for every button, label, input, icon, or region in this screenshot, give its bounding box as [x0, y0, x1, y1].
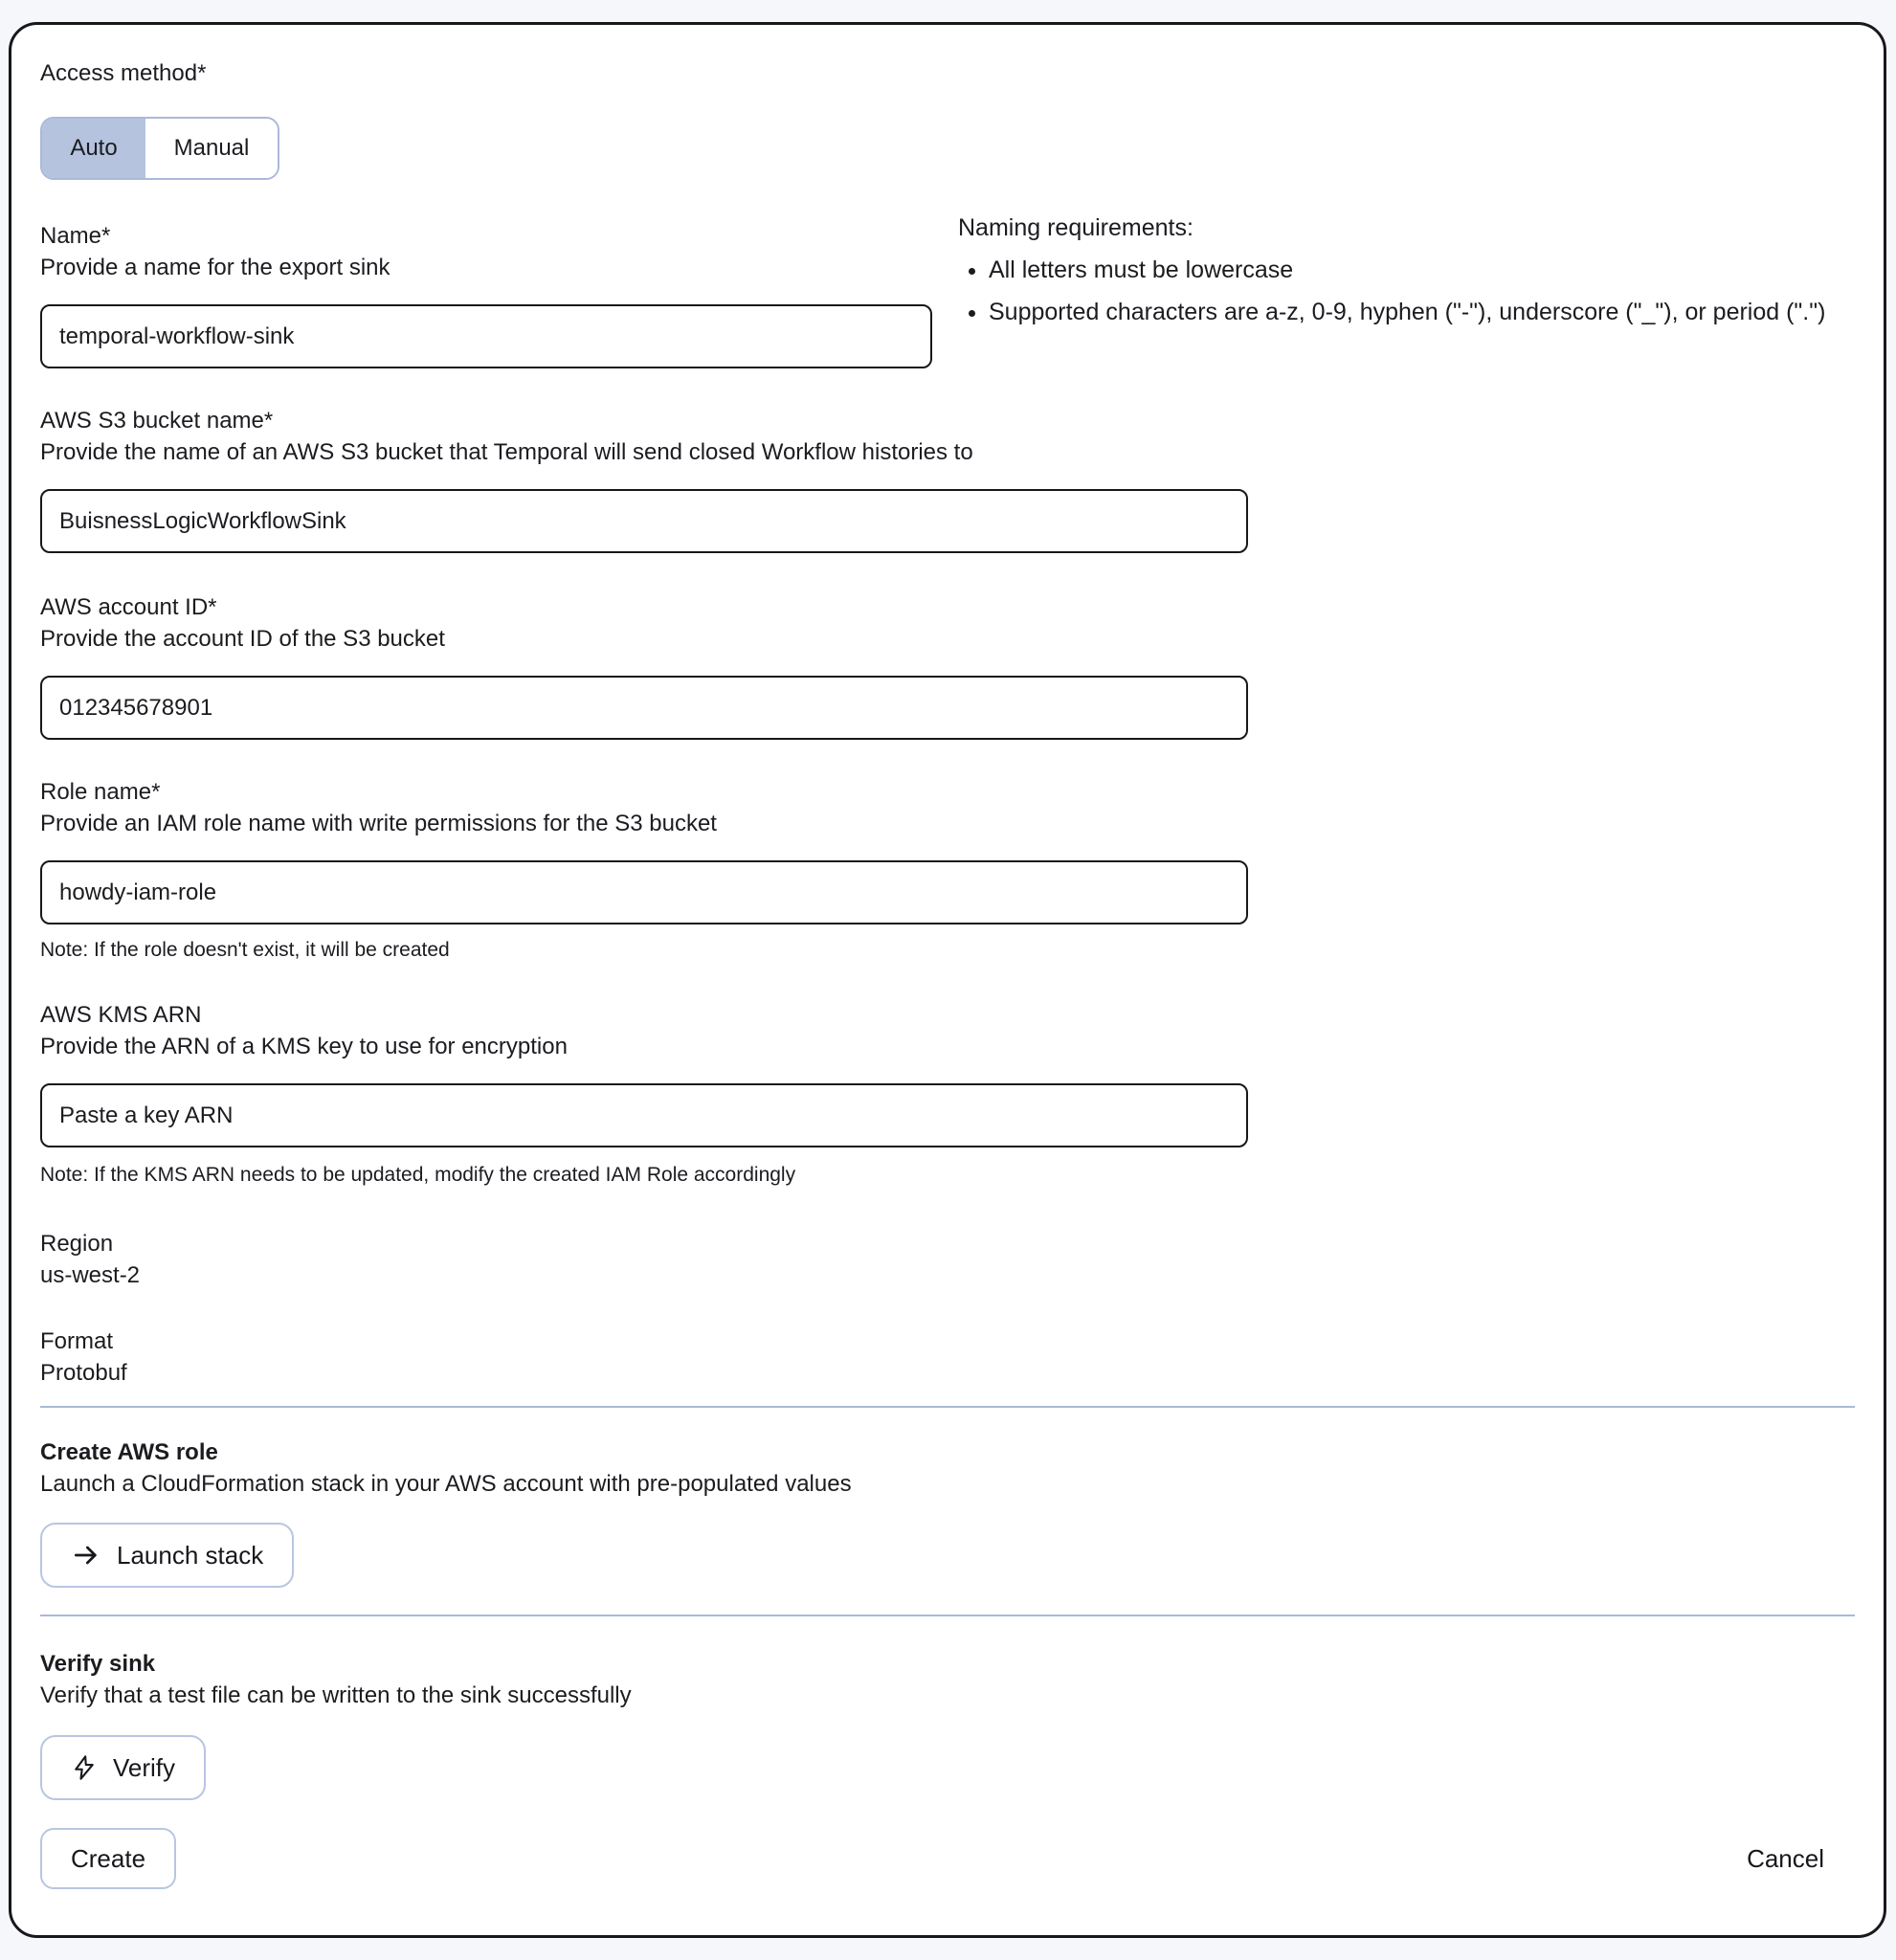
create-aws-role-title: Create AWS role: [40, 1439, 218, 1465]
verify-sink-section: [40, 1648, 1855, 1800]
divider: [40, 1615, 1855, 1616]
export-sink-form-card: [9, 22, 1886, 1938]
lightning-icon: [71, 1754, 98, 1781]
launch-stack-button[interactable]: [40, 1523, 294, 1588]
create-button[interactable]: Create: [40, 1828, 176, 1889]
role-name-description: Provide an IAM role name with write permissions for the S3 bucket: [40, 811, 717, 836]
kms-arn-note: Note: If the KMS ARN needs to be updated, modify the created IAM Role accordingly: [40, 1164, 796, 1186]
s3-bucket-description: Provide the name of an AWS S3 bucket that Temporal will send closed Workflow histories to: [40, 439, 973, 465]
s3-bucket-field: [40, 405, 1855, 553]
verify-label: Verify: [113, 1752, 176, 1782]
kms-arn-field: [40, 999, 1855, 1188]
naming-requirements-title: Naming requirements:: [958, 214, 1193, 241]
kms-arn-input[interactable]: [40, 1083, 1248, 1147]
divider: [40, 1406, 1855, 1408]
arrow-right-icon: [71, 1540, 101, 1570]
s3-bucket-input[interactable]: [40, 489, 1248, 553]
name-and-requirements-row: [40, 214, 1855, 368]
role-name-input[interactable]: [40, 860, 1248, 924]
role-name-label: Role name*: [40, 779, 161, 805]
kms-arn-label: AWS KMS ARN: [40, 1002, 202, 1028]
launch-stack-label: Launch stack: [117, 1540, 264, 1570]
account-id-label: AWS account ID*: [40, 594, 217, 620]
format-label: Format: [40, 1328, 114, 1354]
s3-bucket-label: AWS S3 bucket name*: [40, 408, 274, 434]
naming-requirements: [958, 211, 1839, 329]
verify-button[interactable]: [40, 1735, 206, 1800]
name-label: Name*: [40, 223, 111, 249]
account-id-field: [40, 591, 1855, 740]
account-id-input[interactable]: [40, 676, 1248, 740]
naming-requirement-item: • All letters must be lowercase: [989, 253, 1839, 287]
region-label: Region: [40, 1231, 114, 1257]
kms-arn-description: Provide the ARN of a KMS key to use for encryption: [40, 1034, 568, 1059]
name-field: [40, 220, 932, 368]
form-footer: [40, 1828, 1855, 1889]
cancel-button[interactable]: Cancel: [1747, 1843, 1824, 1873]
name-input[interactable]: [40, 304, 932, 368]
region-field: [40, 1228, 1855, 1291]
naming-requirements-list: [958, 253, 1839, 329]
access-method-option-auto[interactable]: Auto: [42, 119, 145, 178]
role-name-note: Note: If the role doesn't exist, it will be created: [40, 939, 450, 961]
verify-sink-title: Verify sink: [40, 1651, 156, 1677]
format-value: Protobuf: [40, 1360, 127, 1386]
verify-sink-description: Verify that a test file can be written to the sink successfully: [40, 1682, 632, 1708]
format-field: [40, 1325, 1855, 1389]
access-method-toggle: [40, 117, 279, 180]
create-aws-role-description: Launch a CloudFormation stack in your AWS account with pre-populated values: [40, 1471, 852, 1497]
account-id-description: Provide the account ID of the S3 bucket: [40, 626, 445, 652]
access-method-label: Access method*: [40, 60, 207, 86]
create-aws-role-section: [40, 1437, 1855, 1588]
region-value: us-west-2: [40, 1262, 141, 1288]
naming-requirement-item: • Supported characters are a-z, 0-9, hyphen ("-"), underscore ("_"), or period ("."): [989, 295, 1839, 329]
name-description: Provide a name for the export sink: [40, 255, 390, 280]
access-method-option-manual[interactable]: Manual: [145, 119, 278, 178]
role-name-field: [40, 776, 1855, 963]
